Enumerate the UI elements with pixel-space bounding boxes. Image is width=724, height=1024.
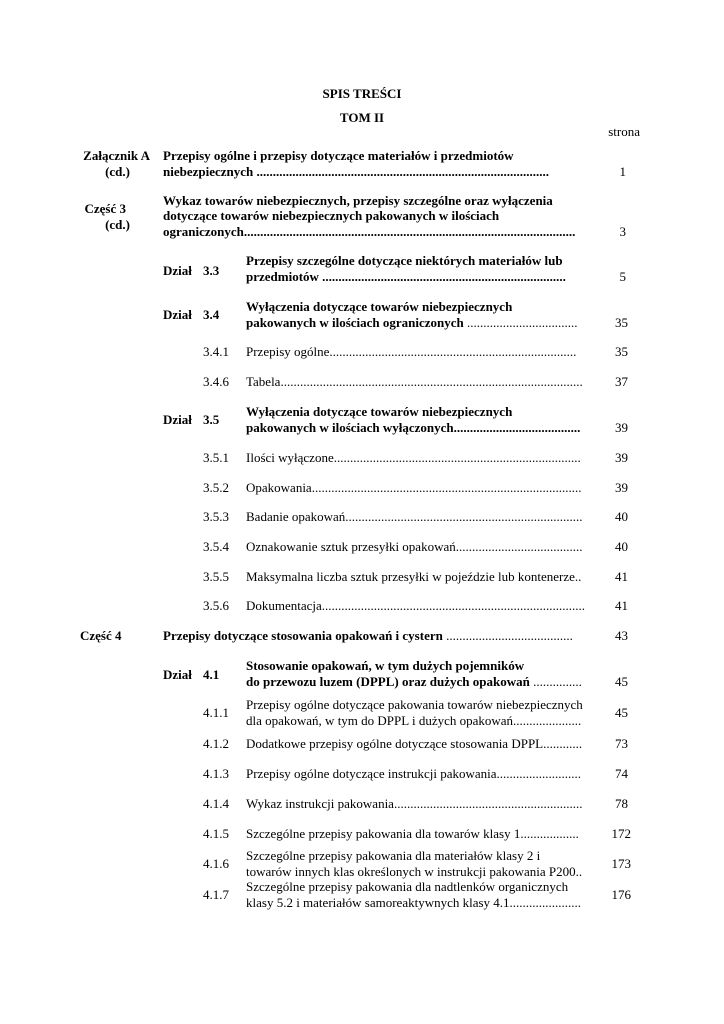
entry-number: 4.1.2: [203, 736, 229, 751]
entry-title: Wyłączenia dotyczące towarów niebezpiecznych: [246, 404, 513, 419]
entry-title: dotyczące towarów niebezpiecznych pakowanych w ilościach: [163, 208, 500, 223]
entry-title: Badanie opakowań.........................................................................: [246, 509, 583, 524]
entry-number: 3.5: [203, 412, 220, 427]
entry-number: 3.5.3: [203, 509, 229, 524]
entry-page: 35: [615, 315, 628, 330]
entry-title: pakowanych w ilościach ograniczonych ..................................: [246, 315, 578, 330]
entry-title: przedmiotów ...........................................................................: [246, 269, 566, 284]
entry-title: Przepisy szczególne dotyczące niektórych materiałów lub: [246, 253, 563, 268]
entry-label: Dział: [163, 307, 192, 322]
entry-number: 4.1.6: [203, 856, 229, 871]
entry-title: Przepisy ogólne dotyczące pakowania towarów niebezpiecznych: [246, 697, 583, 712]
page-title: SPIS TREŚCI: [322, 86, 402, 101]
entry-page: 40: [615, 539, 628, 554]
entry-number: 3.4.6: [203, 374, 229, 389]
entry-number: 4.1: [203, 667, 220, 682]
entry-label: Dział: [163, 412, 192, 427]
entry-title: niebezpiecznych ..........................................................................................: [163, 164, 550, 179]
entry-number: 3.5.1: [203, 450, 229, 465]
entry-number: 3.5.5: [203, 569, 229, 584]
entry-label: Dział: [163, 667, 192, 682]
entry-number: 3.5.6: [203, 598, 229, 613]
entry-number: 4.1.3: [203, 766, 229, 781]
entry-page: 176: [611, 887, 631, 902]
entry-page: 74: [615, 766, 628, 781]
entry-page: 45: [615, 705, 628, 720]
entry-title: dla opakowań, w tym do DPPL i dużych opakowań.....................: [246, 713, 582, 728]
entry-title: do przewozu luzem (DPPL) oraz dużych opakowań ...............: [246, 674, 582, 689]
page-column-header: strona: [608, 124, 640, 139]
entry-page: 3: [619, 224, 626, 239]
entry-page: 1: [619, 164, 626, 179]
entry-title: towarów innych klas określonych w instrukcji pakowania P200..: [246, 864, 583, 879]
entry-title: Szczególne przepisy pakowania dla towarów klasy 1..................: [246, 826, 579, 841]
entry-number: 4.1.1: [203, 705, 229, 720]
entry-label: Część 4: [80, 628, 122, 643]
entry-title: Ilości wyłączone............................................................................: [246, 450, 581, 465]
entry-title: Wykaz instrukcji pakowania..........................................................: [246, 796, 583, 811]
volume-title: TOM II: [339, 110, 385, 125]
entry-label: (cd.): [105, 217, 130, 232]
entry-page: 41: [615, 569, 628, 584]
entry-page: 40: [615, 509, 628, 524]
entry-page: 172: [611, 826, 631, 841]
entry-title: Tabela.............................................................................................: [246, 374, 583, 389]
entry-number: 3.4.1: [203, 344, 229, 359]
entry-page: 39: [615, 480, 628, 495]
entry-title: Opakowania...................................................................................: [246, 480, 582, 495]
entry-title: Oznakowanie sztuk przesyłki opakowań.......................................: [246, 539, 583, 554]
entry-page: 73: [615, 736, 628, 751]
entry-page: 43: [615, 628, 628, 643]
entry-title: Dokumentacja.................................................................................: [246, 598, 586, 613]
entry-number: 3.3: [203, 263, 220, 278]
entry-number: 3.5.4: [203, 539, 229, 554]
entry-page: 173: [611, 856, 631, 871]
entry-label: Dział: [163, 263, 192, 278]
entry-title: Szczególne przepisy pakowania dla materiałów klasy 2 i: [246, 848, 541, 863]
entry-title: Maksymalna liczba sztuk przesyłki w pojeździe lub kontenerze..: [246, 569, 582, 584]
entry-title: Przepisy ogólne............................................................................: [246, 344, 577, 359]
entry-number: 3.5.2: [203, 480, 229, 495]
entry-page: 5: [619, 269, 626, 284]
entry-title: Dodatkowe przepisy ogólne dotyczące stosowania DPPL............: [246, 736, 583, 751]
entry-title: Szczególne przepisy pakowania dla nadtlenków organicznych: [246, 879, 569, 894]
entry-number: 4.1.7: [203, 887, 229, 902]
entry-title: klasy 5.2 i materiałów samoreaktywnych klasy 4.1......................: [246, 895, 582, 910]
entry-title: Stosowanie opakowań, w tym dużych pojemników: [246, 658, 525, 673]
entry-number: 3.4: [203, 307, 220, 322]
entry-number: 4.1.4: [203, 796, 229, 811]
entry-label: Część 3: [84, 201, 126, 216]
entry-page: 45: [615, 674, 628, 689]
entry-label: Załącznik A: [83, 148, 150, 163]
entry-title: Wyłączenia dotyczące towarów niebezpiecznych: [246, 299, 513, 314]
entry-title: Przepisy ogólne i przepisy dotyczące materiałów i przedmiotów: [163, 148, 514, 163]
entry-page: 37: [615, 374, 628, 389]
entry-page: 39: [615, 450, 628, 465]
entry-label: (cd.): [105, 164, 130, 179]
entry-title: Wykaz towarów niebezpiecznych, przepisy szczególne oraz wyłączenia: [163, 193, 553, 208]
entry-number: 4.1.5: [203, 826, 229, 841]
entry-page: 35: [615, 344, 628, 359]
entry-page: 41: [615, 598, 628, 613]
entry-page: 78: [615, 796, 628, 811]
entry-title: ograniczonych......................................................................................................: [163, 224, 576, 239]
entry-title: Przepisy dotyczące stosowania opakowań i cystern .......................................: [163, 628, 573, 643]
entry-page: 39: [615, 420, 628, 435]
entry-title: Przepisy ogólne dotyczące instrukcji pakowania..........................: [246, 766, 582, 781]
entry-title: pakowanych w ilościach wyłączonych.......................................: [246, 420, 581, 435]
